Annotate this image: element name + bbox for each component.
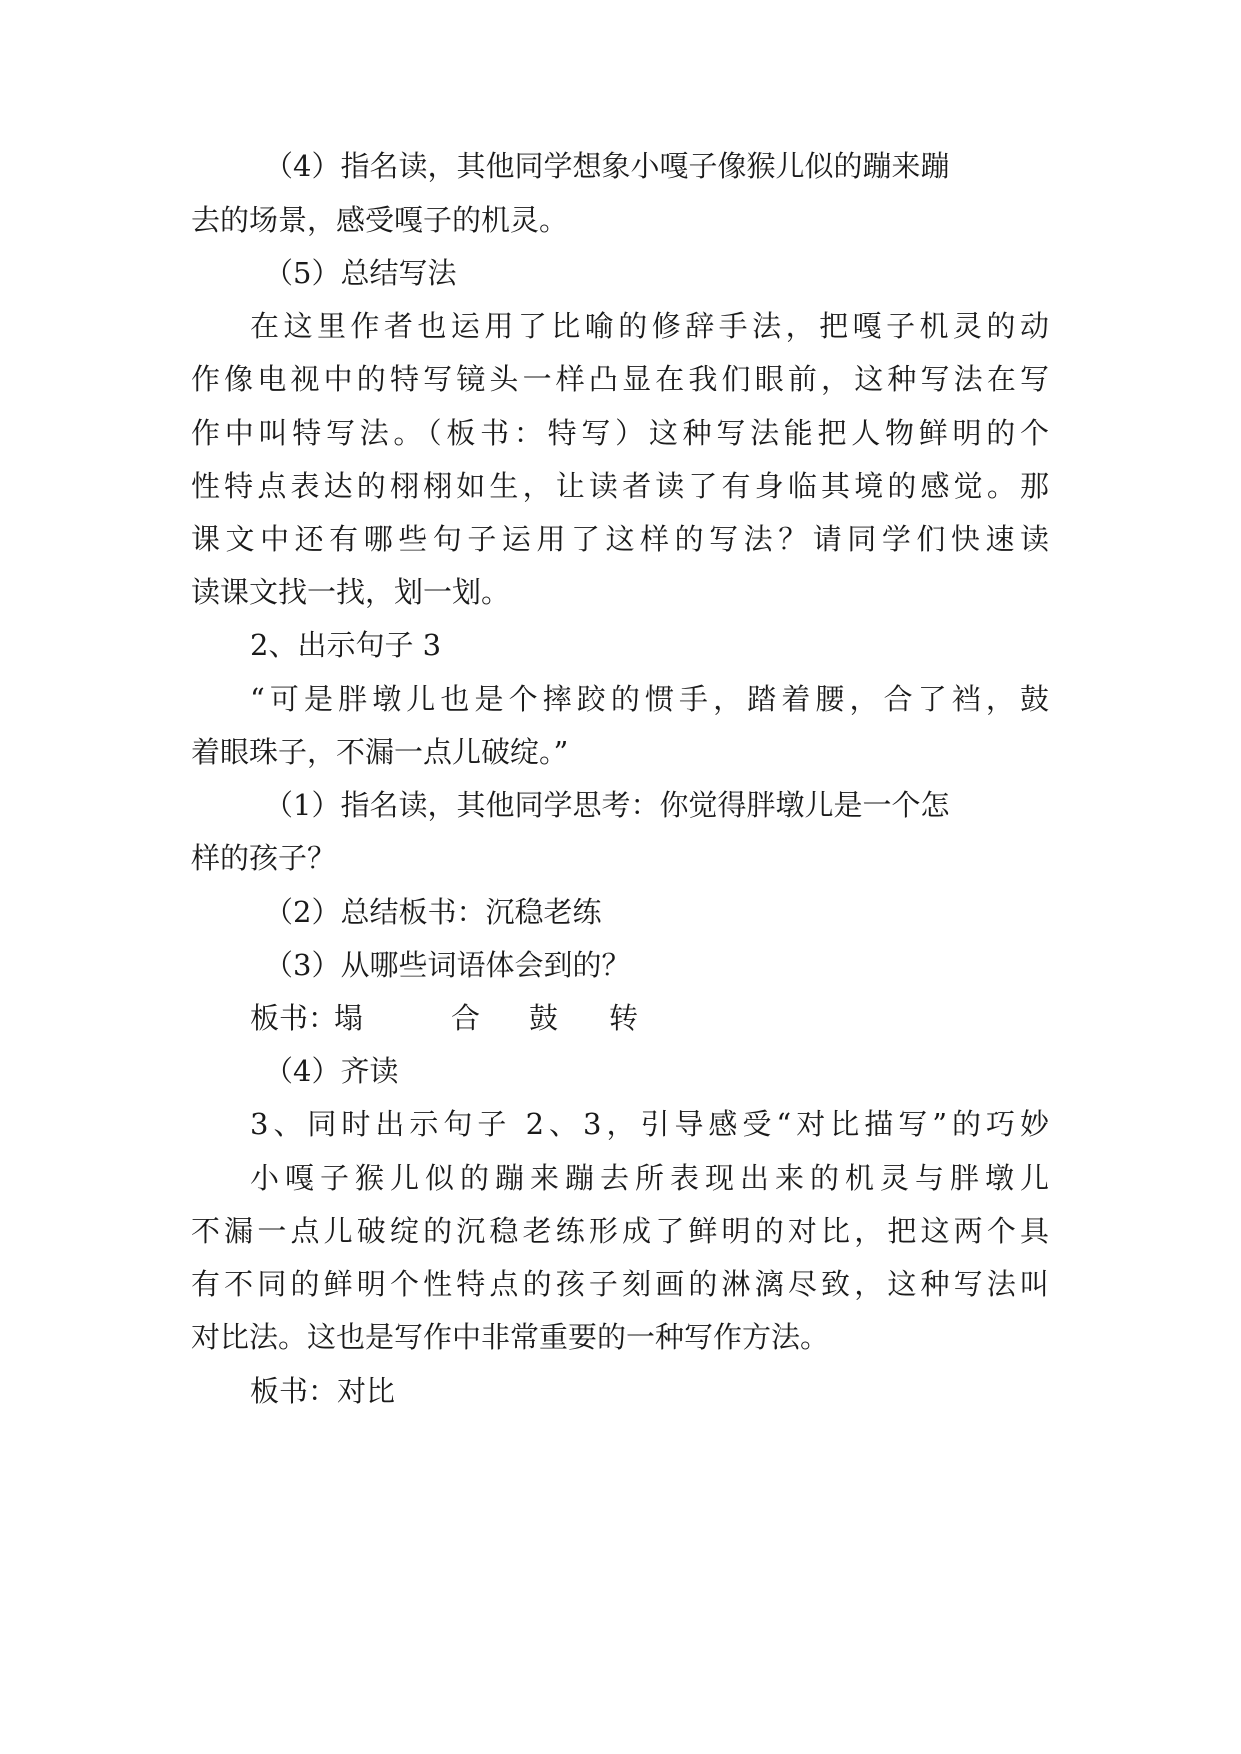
paragraph-line: （3）从哪些词语体会到的？ <box>264 948 631 982</box>
paragraph-line: （5）总结写法 <box>264 256 457 290</box>
board-word: 鼓 <box>529 1001 559 1035</box>
paragraph-line: 作中叫特写法。（板书：特写）这种写法能把人物鲜明的个 <box>191 416 1049 450</box>
paragraph-line: 2、出示句子 3 <box>250 628 442 662</box>
paragraph-line: 作像电视中的特写镜头一样凸显在我们眼前，这种写法在写 <box>191 362 1049 396</box>
paragraph-line: 课文中还有哪些句子运用了这样的写法？请同学们快速读 <box>191 522 1049 556</box>
board-label: 板书： <box>250 1001 338 1035</box>
paragraph-line: 样的孩子？ <box>191 841 337 875</box>
paragraph-line: 有不同的鲜明个性特点的孩子刻画的淋漓尽致，这种写法叫 <box>191 1267 1049 1301</box>
paragraph-line: “可是胖墩儿也是个摔跤的惯手，踏着腰，合了裆，鼓 <box>250 682 1049 716</box>
paragraph-line: （4）指名读，其他同学想象小嘎子像猴儿似的蹦来蹦 <box>264 149 950 183</box>
paragraph-line: 对比法。这也是写作中非常重要的一种写作方法。 <box>191 1320 830 1354</box>
paragraph-line: 读课文找一找，划一划。 <box>191 575 511 609</box>
paragraph-line: （4）齐读 <box>264 1054 399 1088</box>
board-word: 合 <box>451 1001 481 1035</box>
paragraph-line: 性特点表达的栩栩如生，让读者读了有身临其境的感觉。那 <box>191 469 1049 503</box>
paragraph-line: 去的场景，感受嘎子的机灵。 <box>191 203 569 237</box>
paragraph-line: 在这里作者也运用了比喻的修辞手法，把嘎子机灵的动 <box>250 309 1049 343</box>
paragraph-line: 小嘎子猴儿似的蹦来蹦去所表现出来的机灵与胖墩儿 <box>250 1161 1049 1195</box>
paragraph-line: 3、同时出示句子 2、3，引导感受“对比描写”的巧妙 <box>250 1107 1049 1141</box>
board-word: 塌 <box>334 1001 364 1035</box>
board-word: 转 <box>609 1001 639 1035</box>
paragraph-line: 着眼珠子，不漏一点儿破绽。” <box>191 735 569 769</box>
paragraph-line: 不漏一点儿破绽的沉稳老练形成了鲜明的对比，把这两个具 <box>191 1214 1049 1248</box>
paragraph-line: （2）总结板书：沉稳老练 <box>264 895 602 929</box>
paragraph-line: （1）指名读，其他同学思考：你觉得胖墩儿是一个怎 <box>264 788 950 822</box>
paragraph-line: 板书：对比 <box>250 1374 396 1408</box>
